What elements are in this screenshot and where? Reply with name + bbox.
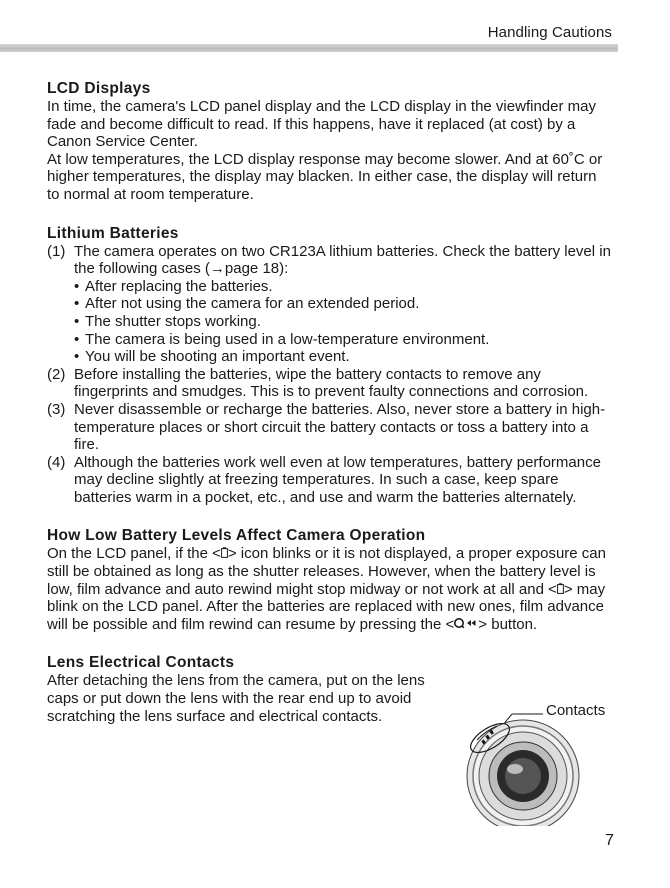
list-item [47,454,613,507]
item-number: (1) [47,242,66,260]
header-title: Handling Cautions [487,24,612,41]
bullet-item: • The camera is being used in a low-temperature environment. [85,331,613,349]
battery-icon [557,581,564,599]
bullet-list [74,278,613,366]
bullet-item: • After replacing the batteries. [85,278,613,296]
list-item [47,401,613,454]
rewind-button-icon [454,616,478,634]
lens-body [467,720,579,826]
paragraph: In time, the camera's LCD panel display and the LCD display in the viewfinder may fade and become difficult to read. If this happens, have it replaced (at cost) by a Canon Service Center. [47,98,596,151]
section-heading: How Low Battery Levels Affect Camera Operation [47,527,426,545]
item-text: The camera operates on two CR123A lithium batteries. Check the battery level in the following cases (→page 18): [74,242,611,278]
section-heading: Lithium Batteries [47,224,179,242]
paragraph: After detaching the lens from the camera, put on the lens caps or put down the lens with the rear end up to avoid scratching the lens surface and electrical contacts. [47,672,425,725]
list-item [47,243,613,366]
paragraph: At low temperatures, the LCD display response may become slower. And at 60˚C or higher temperatures, the display may blacken. In either case, the display will return to normal at room temperature. [47,150,603,203]
header-rule [0,44,618,52]
section-low-battery [47,527,613,633]
text-segment: > icon blinks or it is not displayed, a proper exposure can still be obtained as long as the shutter releases. However, when the battery level is low, film advance and auto rewind might stop midway or not work at all and < [47,545,606,598]
page-content [47,80,613,725]
bullet-item: • The shutter stops working. [85,313,613,331]
section-lcd-displays [47,80,613,204]
paragraph [47,545,613,633]
page-number: 7 [605,832,614,849]
list-item [47,366,613,401]
numbered-list [47,243,613,507]
section-lithium-batteries [47,225,613,507]
figure-label-contacts: Contacts [546,702,606,719]
section-heading: Lens Electrical Contacts [47,654,235,672]
item-text: Never disassemble or recharge the batteries. Also, never store a battery in high-temperature places or short circuit the battery contacts or toss a battery into a fire. [74,400,606,454]
bullet-item: • After not using the camera for an extended period. [85,295,613,313]
text-segment: > may blink on the LCD panel. After the batteries are replaced with new ones, film advance will be possible and film rewind can resume by pressing the < [47,580,606,633]
item-number: (4) [47,453,66,471]
lens-rear-illustration [455,706,615,826]
item-text: Before installing the batteries, wipe the battery contacts to remove any fingerprints and smudges. This is to prevent faulty connections and corrosion. [74,365,589,401]
section-heading: LCD Displays [47,80,151,97]
item-number: (3) [47,400,66,418]
item-number: (2) [47,365,66,383]
bullet-item: • You will be shooting an important event. [85,348,613,366]
text-segment: > button. [478,615,538,633]
item-text: Although the batteries work well even at low temperatures, battery performance may decline slightly at freezing temperatures. In such a case, keep spare batteries warm in a pocket, etc., and use and warm the batteries alternately. [74,453,601,506]
battery-icon [221,545,228,563]
text-segment: On the LCD panel, if the < [47,545,221,563]
